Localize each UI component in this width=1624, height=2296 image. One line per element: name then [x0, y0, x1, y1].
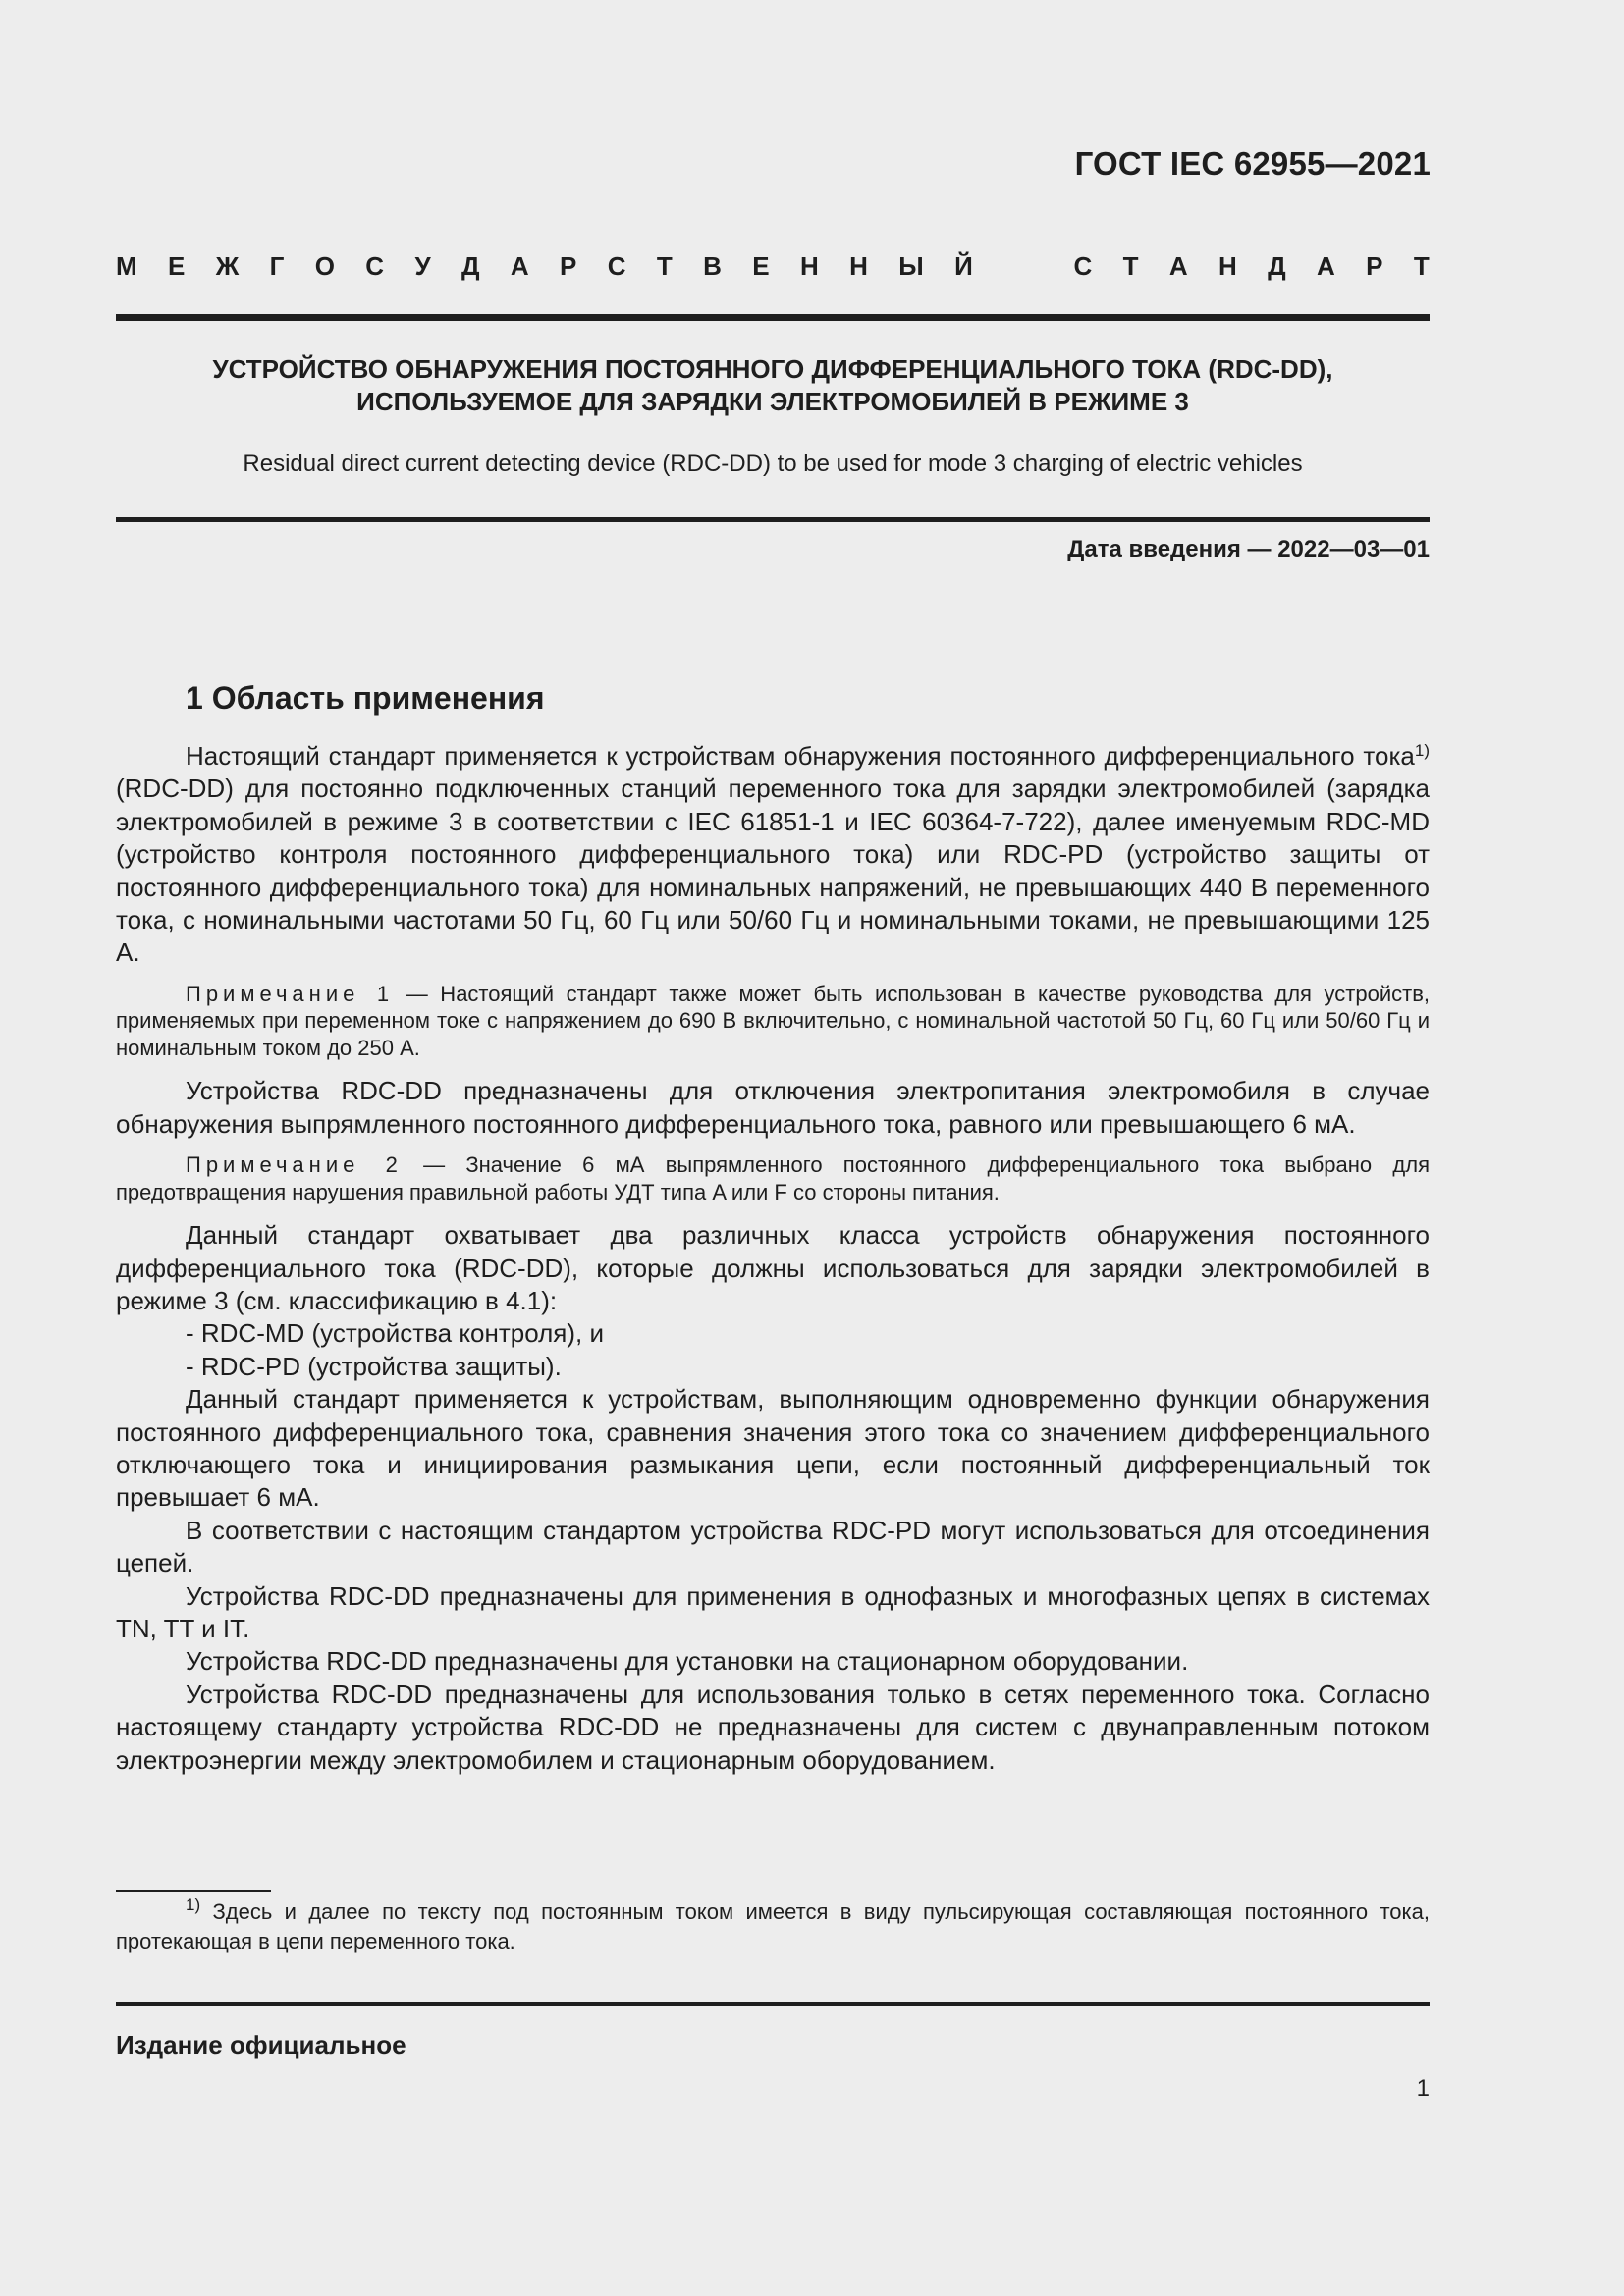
- banner-letter: Ы: [898, 251, 924, 281]
- banner-letter: Й: [954, 251, 973, 281]
- paragraph-disconnection: В соответствии с настоящим стандартом устройства RDC-PD могут использоваться для отсоединения цепей.: [116, 1515, 1430, 1578]
- footnote: [116, 1897, 1430, 1956]
- banner-letter: Т: [1413, 251, 1430, 281]
- banner-letter: У: [414, 251, 431, 281]
- paragraph-functions: Данный стандарт применяется к устройствам, выполняющим одновременно функции обнаружения постоянного дифференциального тока, сравнения значения этого тока со значением дифференциального отключающего тока и инициирования размыкания цепи, если постоянный дифференциальный ток превышает 6 мА.: [116, 1384, 1430, 1513]
- title-english: Residual direct current detecting device (RDC-DD) to be used for mode 3 charging of electric vehicles: [243, 451, 1303, 477]
- banner-letter: А: [1317, 251, 1335, 281]
- banner-letter: С: [1073, 251, 1093, 281]
- footnote-marker: 1): [186, 1896, 201, 1914]
- official-edition-label: Издание официальное: [116, 2030, 406, 2059]
- paragraph-classes: Данный стандарт охватывает два различных класса устройств обнаружения постоянного дифференциального тока (RDC-DD), которые должны использоваться для зарядки электромобилей в режиме 3 (см. классификацию в 4.1):: [116, 1220, 1430, 1315]
- standard-designation: ГОСТ IEC 62955—2021: [1074, 145, 1431, 182]
- banner-letter: Д: [1268, 251, 1286, 281]
- paragraph-purpose: Устройства RDC-DD предназначены для отключения электропитания электромобиля в случае обнаружения выпрямленного постоянного дифференциального тока, равного или превышающего 6 мА.: [116, 1076, 1430, 1139]
- list-item: - RDC-MD (устройства контроля), и: [186, 1318, 604, 1349]
- banner-letter: Н: [799, 251, 819, 281]
- banner-letter: Е: [168, 251, 186, 281]
- banner-letter: С: [607, 251, 626, 281]
- footnote-reference[interactable]: 1): [1414, 741, 1430, 760]
- banner-letter: Н: [849, 251, 868, 281]
- paragraph-systems: Устройства RDC-DD предназначены для применения в однофазных и многофазных цепях в системах TN, TT и IT.: [116, 1580, 1430, 1644]
- banner-letter: Т: [1122, 251, 1139, 281]
- paragraph-scope-start: Настоящий стандарт применяется к устройствам обнаружения постоянного дифференциального тока: [186, 741, 1415, 771]
- note-2-label: Примечание 2: [186, 1152, 403, 1178]
- banner-letter: С: [365, 251, 385, 281]
- footnote-text: Здесь и далее по тексту под постоянным током имеется в виду пульсирующая составляющая постоянного тока, протекающая в цепи переменного тока.: [116, 1899, 1430, 1953]
- section-heading: 1 Область применения: [186, 680, 545, 716]
- banner-letter: М: [116, 251, 137, 281]
- banner-letter: Е: [752, 251, 770, 281]
- note-1-label: Примечание 1: [186, 981, 395, 1006]
- note-2: [116, 1151, 1430, 1205]
- footer-rule: [116, 2002, 1430, 2006]
- paragraph-scope: [116, 740, 1430, 970]
- page-number: 1: [1416, 2075, 1430, 2102]
- banner-letter: Р: [560, 251, 577, 281]
- title-russian: [116, 353, 1430, 418]
- banner-letter: Д: [460, 251, 480, 281]
- paragraph-ac-networks: Устройства RDC-DD предназначены для использования только в сетях переменного тока. Согласно настоящему стандарту устройства RDC-DD не предназначены для систем с двунаправленным потоком электроэнергии между электромобилем и стационарным оборудованием.: [116, 1679, 1430, 1775]
- header-rule: [116, 314, 1430, 321]
- banner-letter: А: [1168, 251, 1188, 281]
- banner-letter: Н: [1218, 251, 1237, 281]
- section-body: [116, 740, 1430, 1777]
- title-rule: [116, 517, 1430, 522]
- banner-word-gap: [1003, 251, 1043, 282]
- title-russian-line-2: ИСПОЛЬЗУЕМОЕ ДЛЯ ЗАРЯДКИ ЭЛЕКТРОМОБИЛЕЙ В РЕЖИМЕ 3: [356, 387, 1189, 416]
- paragraph-installation: Устройства RDC-DD предназначены для установки на стационарном оборудовании.: [186, 1646, 1189, 1677]
- note-1-text: — Настоящий стандарт также может быть использован в качестве руководства для устройств, применяемых при переменном токе с напряжением до 690 В включительно, с номинальной частотой 50 Гц, 60 Гц или 50/60 Гц и номинальным током до 250 А.: [116, 981, 1431, 1060]
- banner-letter: В: [703, 251, 722, 281]
- paragraph-scope-rest: (RDC-DD) для постоянно подключенных станций переменного тока для зарядки электромобилей (зарядка электромобилей в режиме 3 в соответствии с IEC 61851-1 и IEC 60364-7-722), далее именуемым RDC-MD (устройство контроля постоянного дифференциального тока) или RDC-PD (устройство защиты от постоянного дифференциального тока) для номинальных напряжений, не превышающих 440 В переменного тока, с номинальными частотами 50 Гц, 60 Гц или 50/60 Гц и номинальными токами, не превышающими 125 А.: [116, 774, 1430, 968]
- banner-letter: Р: [1366, 251, 1383, 281]
- title-russian-line-1: УСТРОЙСТВО ОБНАРУЖЕНИЯ ПОСТОЯННОГО ДИФФЕРЕНЦИАЛЬНОГО ТОКА (RDC-DD),: [212, 354, 1333, 384]
- note-2-text: — Значение 6 мА выпрямленного постоянного дифференциального тока выбрано для предотвращения нарушения правильной работы УДТ типа A или F со стороны питания.: [116, 1152, 1431, 1204]
- footnote-separator: [116, 1890, 271, 1892]
- list-item: - RDC-PD (устройства защиты).: [186, 1351, 562, 1381]
- banner-letter: Т: [656, 251, 673, 281]
- banner-letter: А: [510, 251, 529, 281]
- banner-letter: О: [314, 251, 335, 281]
- introduction-date: Дата введения — 2022—03—01: [1067, 536, 1430, 562]
- banner-letter: Ж: [215, 251, 240, 281]
- interstate-standard-banner: [116, 251, 1430, 282]
- note-1: [116, 981, 1430, 1062]
- banner-letter: Г: [269, 251, 285, 281]
